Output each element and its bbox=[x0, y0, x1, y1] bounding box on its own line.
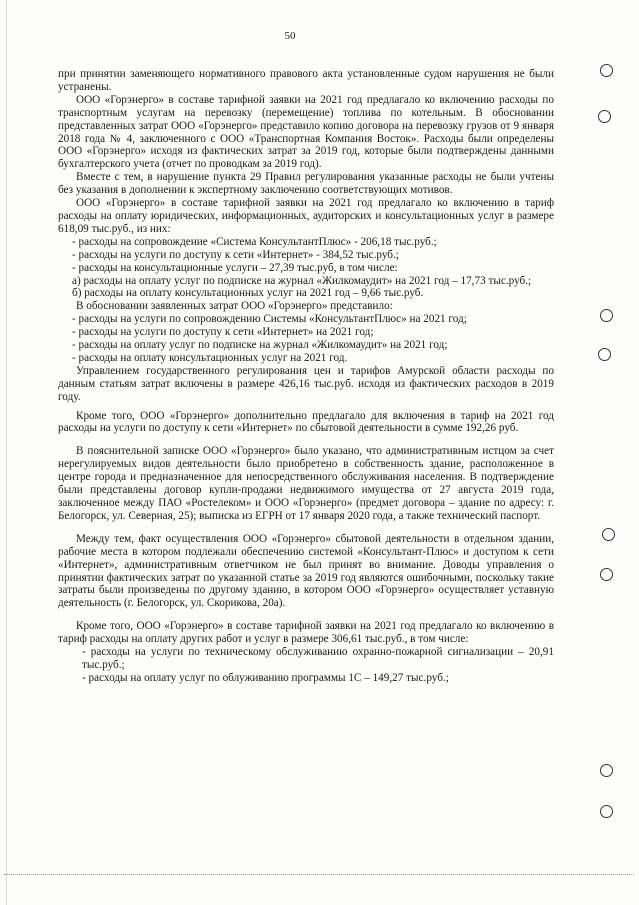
list-item: б) расходы на оплату консультационных услуг на 2021 год – 9,66 тыс.руб. bbox=[72, 287, 424, 300]
punch-hole-icon bbox=[600, 568, 613, 581]
punch-hole-icon bbox=[598, 110, 611, 123]
paragraph: Кроме того, ООО «Горэнерго» дополнительно предлагало для включения в тариф на 2021 год расходы на услуги по доступу к сети «Интернет» по сбытовой деятельности в сумме 192,26 руб. bbox=[58, 409, 554, 435]
list-item: - расходы на услуги по доступу к сети «Интернет» на 2021 год; bbox=[72, 326, 374, 339]
page-number: 50 bbox=[284, 30, 296, 42]
punch-hole-icon bbox=[598, 348, 611, 361]
list-item: а) расходы на оплату услуг по подписке на журнал «Жилкомаудит» на 2021 год – 17,73 тыс.руб.; bbox=[72, 274, 532, 287]
paragraph: В пояснительной записке ООО «Горэнерго» было указано, что административным истцом за счет нерегулируемых видов деятельности было приобретено в собственность здание, расположенное в центре города и предназначенное для непосредственного обслуживания населения. В подтверждение были представлены договор купли-продажи недвижимого имущества от 27 августа 2019 года, заключенное между ПАО «Ростелеком» и ООО «Горэнерго» (предмет договора – здание по адресу: г. Белогорск, ул. Северная, 25); выписка из ЕГРН от 17 января 2020 года, а также технический паспорт. bbox=[58, 445, 554, 522]
punch-hole-icon bbox=[602, 528, 615, 541]
punch-hole-icon bbox=[600, 309, 613, 322]
paragraph: Между тем, факт осуществления ООО «Горэнерго» сбытовой деятельности в отдельном здании, рабочие места в котором подлежали обеспечению системой «Консультант-Плюс» и доступом к сети «Интернет», административным ответчиком не был принят во внимание. Доводы управления о принятии фактических затрат по указанной статье за 2019 год являются ошибочными, поскольку такие затраты были произведены по другому зданию, в котором ООО «Горэнерго» осуществляет уставную деятельность (г. Белогорск, ул. Скорикова, 20а). bbox=[58, 532, 554, 610]
list-item: - расходы на оплату консультационных услуг на 2021 год. bbox=[72, 351, 348, 364]
list-item: - расходы на консультационные услуги – 27,39 тыс.руб, в том числе: bbox=[72, 261, 398, 274]
list-item: - расходы на услуги по доступу к сети «Интернет» - 384,52 тыс.руб.; bbox=[72, 248, 399, 261]
paragraph: Вместе с тем, в нарушение пункта 29 Правил регулирования указанные расходы не были учтены без указания в дополнении к экспертному заключению соответствующих мотивов. bbox=[58, 171, 554, 197]
punch-hole-icon bbox=[600, 764, 613, 777]
paragraph: Кроме того, ООО «Горэнерго» в составе тарифной заявки на 2021 год предлагало ко включению в тариф расходы на оплату других работ и услуг в размере 306,61 тыс.руб., в том числе: bbox=[58, 620, 554, 646]
list-item: - расходы на оплату услуг по подписке на журнал «Жилкомаудит» на 2021 год; bbox=[72, 339, 448, 352]
document-body bbox=[58, 68, 554, 685]
list-item: - расходы на услуги по сопровождению Системы «КонсультантПлюс» на 2021 год; bbox=[72, 313, 467, 326]
page-edge bbox=[6, 0, 7, 905]
paragraph: ООО «Горэнерго» в составе тарифной заявки на 2021 год предлагало ко включению в тариф расходы на оплату юридических, информационных, аудиторских и консультационных услуг в размере 618,09 тыс.руб., из них: bbox=[58, 197, 554, 235]
list-item: - расходы на услуги по техническому обслуживанию охранно-пожарной сигнализации – 20,91 тыс.руб.; bbox=[82, 646, 554, 671]
list-item: - расходы на сопровождение «Система КонсультантПлюс» - 206,18 тыс.руб.; bbox=[72, 235, 437, 248]
punch-hole-icon bbox=[600, 805, 613, 818]
paragraph: при принятии заменяющего нормативного правового акта установленные судом нарушения не были устранены. bbox=[58, 68, 554, 93]
paragraph: ООО «Горэнерго» в составе тарифной заявки на 2021 год предлагало ко включению расходы по транспортным услугам на перевозку (перемещение) топлива по котельным. В обосновании представленных затрат ООО «Горэнерго» представило копию договора на перевозку грузов от 9 января 2018 года № 4, заключенного с ООО «Транспортная Компания Восток». Расходы были определены ООО «Горэнерго» исходя из фактических затрат за 2019 год, которые были подтверждены данными бухгалтерского учета (отчет по проводкам за 2019 год). bbox=[58, 93, 554, 171]
list-item: - расходы на оплату услуг по облуживанию программы 1С – 149,27 тыс.руб.; bbox=[82, 671, 449, 684]
paragraph: Управлением государственного регулирования цен и тарифов Амурской области расходы по данным статьям затрат включены в размере 426,16 тыс.руб. исходя из фактических расходов в 2019 году. bbox=[58, 364, 554, 403]
punch-hole-icon bbox=[600, 64, 613, 77]
paragraph: В обосновании заявленных затрат ООО «Горэнерго» представило: bbox=[76, 300, 393, 313]
page-bottom-edge bbox=[4, 874, 634, 875]
